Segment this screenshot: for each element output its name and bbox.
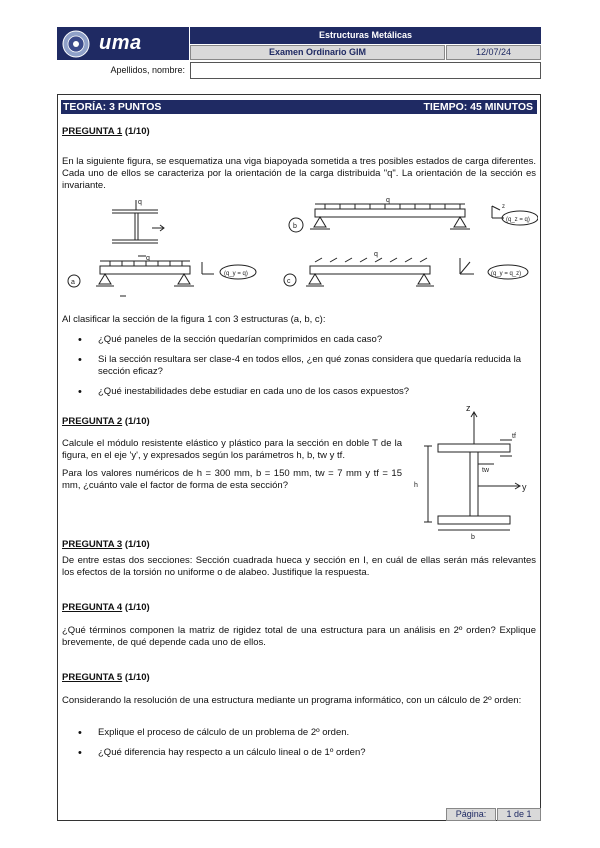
fig1-q-label-c: q <box>374 251 378 258</box>
q3-score: (1/10) <box>124 539 150 550</box>
q1-heading <box>62 126 150 137</box>
fig2-b-label: b <box>471 534 475 541</box>
fig2-z-label: z <box>466 403 471 413</box>
q1-score: (1/10) <box>124 126 150 137</box>
q4-text: ¿Qué términos componen la matriz de rigidez total de una estructura para un análisis en 2º orden? Explique brevemente, de qué depende cada uno de ellos. <box>62 625 536 648</box>
q5-score: (1/10) <box>124 672 150 683</box>
page-label: Página: <box>446 808 496 821</box>
fig1-cond-a: (q_y = q) <box>224 271 248 277</box>
exam-date: 12/07/24 <box>446 45 541 60</box>
fig1-case-b: b <box>293 223 297 230</box>
fig1-case-c: c <box>287 278 291 285</box>
q4-title: PREGUNTA 4 <box>62 602 123 613</box>
q4-heading <box>62 602 150 613</box>
q5-title: PREGUNTA 5 <box>62 672 123 683</box>
section-points: TEORÍA: 3 PUNTOS <box>63 101 162 113</box>
fig2-y-label: y <box>522 482 527 492</box>
q1-bullet-list <box>62 334 536 406</box>
q2-heading <box>62 416 150 427</box>
fig2-tw-label: tw <box>482 467 489 474</box>
q3-text: De entre estas dos secciones: Sección cuadrada hueca y sección en I, en cuál de ellas serán más relevantes los efectos de la torsión no uniforme o de alabeo. Justifique la respuesta. <box>62 555 536 578</box>
seal-icon <box>61 29 91 59</box>
q5-bullet-list <box>62 727 536 767</box>
section-band <box>61 100 537 114</box>
name-label: Apellidos, nombre: <box>110 65 185 75</box>
section-time: TIEMPO: 45 MINUTOS <box>423 101 533 113</box>
fig1-case-a: a <box>71 279 75 286</box>
fig1-q-label: q <box>138 199 142 206</box>
fig2-tf-label: tf <box>512 433 516 440</box>
subject-title: Estructuras Metálicas <box>190 27 541 44</box>
q1-intro: Al clasificar la sección de la figura 1 con 3 estructuras (a, b, c): <box>62 314 326 325</box>
list-item: • ¿Qué inestabilidades debe estudiar en cada uno de los casos expuestos? <box>62 386 536 398</box>
fig2-h-label: h <box>414 482 418 489</box>
q1-title: PREGUNTA 1 <box>62 126 123 137</box>
q2-score: (1/10) <box>124 416 150 427</box>
page-number: 1 de 1 <box>497 808 541 821</box>
university-logo <box>57 27 189 60</box>
fig1-cond-c: (q_y = q_z) <box>491 271 522 277</box>
q2-values: Para los valores numéricos de h = 300 mm, b = 150 mm, tw = 7 mm y tf = 15 mm, ¿cuánto vale el factor de forma de esta sección? <box>62 468 402 491</box>
exam-title: Examen Ordinario GIM <box>190 45 445 60</box>
q2-section-figure <box>408 402 538 544</box>
q4-score: (1/10) <box>124 602 150 613</box>
fig1-q-label-b: q <box>386 197 390 204</box>
fig1-q-label-a: q <box>146 255 150 262</box>
logo-text: uma <box>99 32 142 54</box>
name-field[interactable] <box>190 62 541 79</box>
q5-heading <box>62 672 150 683</box>
fig1-z-b: z <box>502 204 505 210</box>
list-item: • Si la sección resultara ser clase-4 en todos ellos, ¿en qué zonas considera que quedaría reducida la sección eficaz? <box>62 354 536 378</box>
q2-title: PREGUNTA 2 <box>62 416 123 427</box>
list-item: • ¿Qué paneles de la sección quedarían comprimidos en cada caso? <box>62 334 536 346</box>
q1-text: En la siguiente figura, se esquematiza una viga biapoyada sometida a tres posibles estados de carga diferentes. Cada uno de ellos se caracteriza por la orientación de la carga distribuida "q". La orientación de la sección es invariante. <box>62 156 536 191</box>
list-item: • ¿Qué diferencia hay respecto a un cálculo lineal o de 1º orden? <box>62 747 536 759</box>
q5-intro: Considerando la resolución de una estructura mediante un programa informático, con un cálculo de 2º orden: <box>62 695 522 706</box>
q3-heading <box>62 539 150 550</box>
q2-text: Calcule el módulo resistente elástico y plástico para la sección en doble T de la figura, en el eje 'y', y expresados según los parámetros h, b, tw y tf. <box>62 438 402 461</box>
fig1-cond-b: (q_z = q) <box>506 217 530 223</box>
q1-figure <box>60 196 538 304</box>
list-item: • Explique el proceso de cálculo de un problema de 2º orden. <box>62 727 536 739</box>
q3-title: PREGUNTA 3 <box>62 539 123 550</box>
